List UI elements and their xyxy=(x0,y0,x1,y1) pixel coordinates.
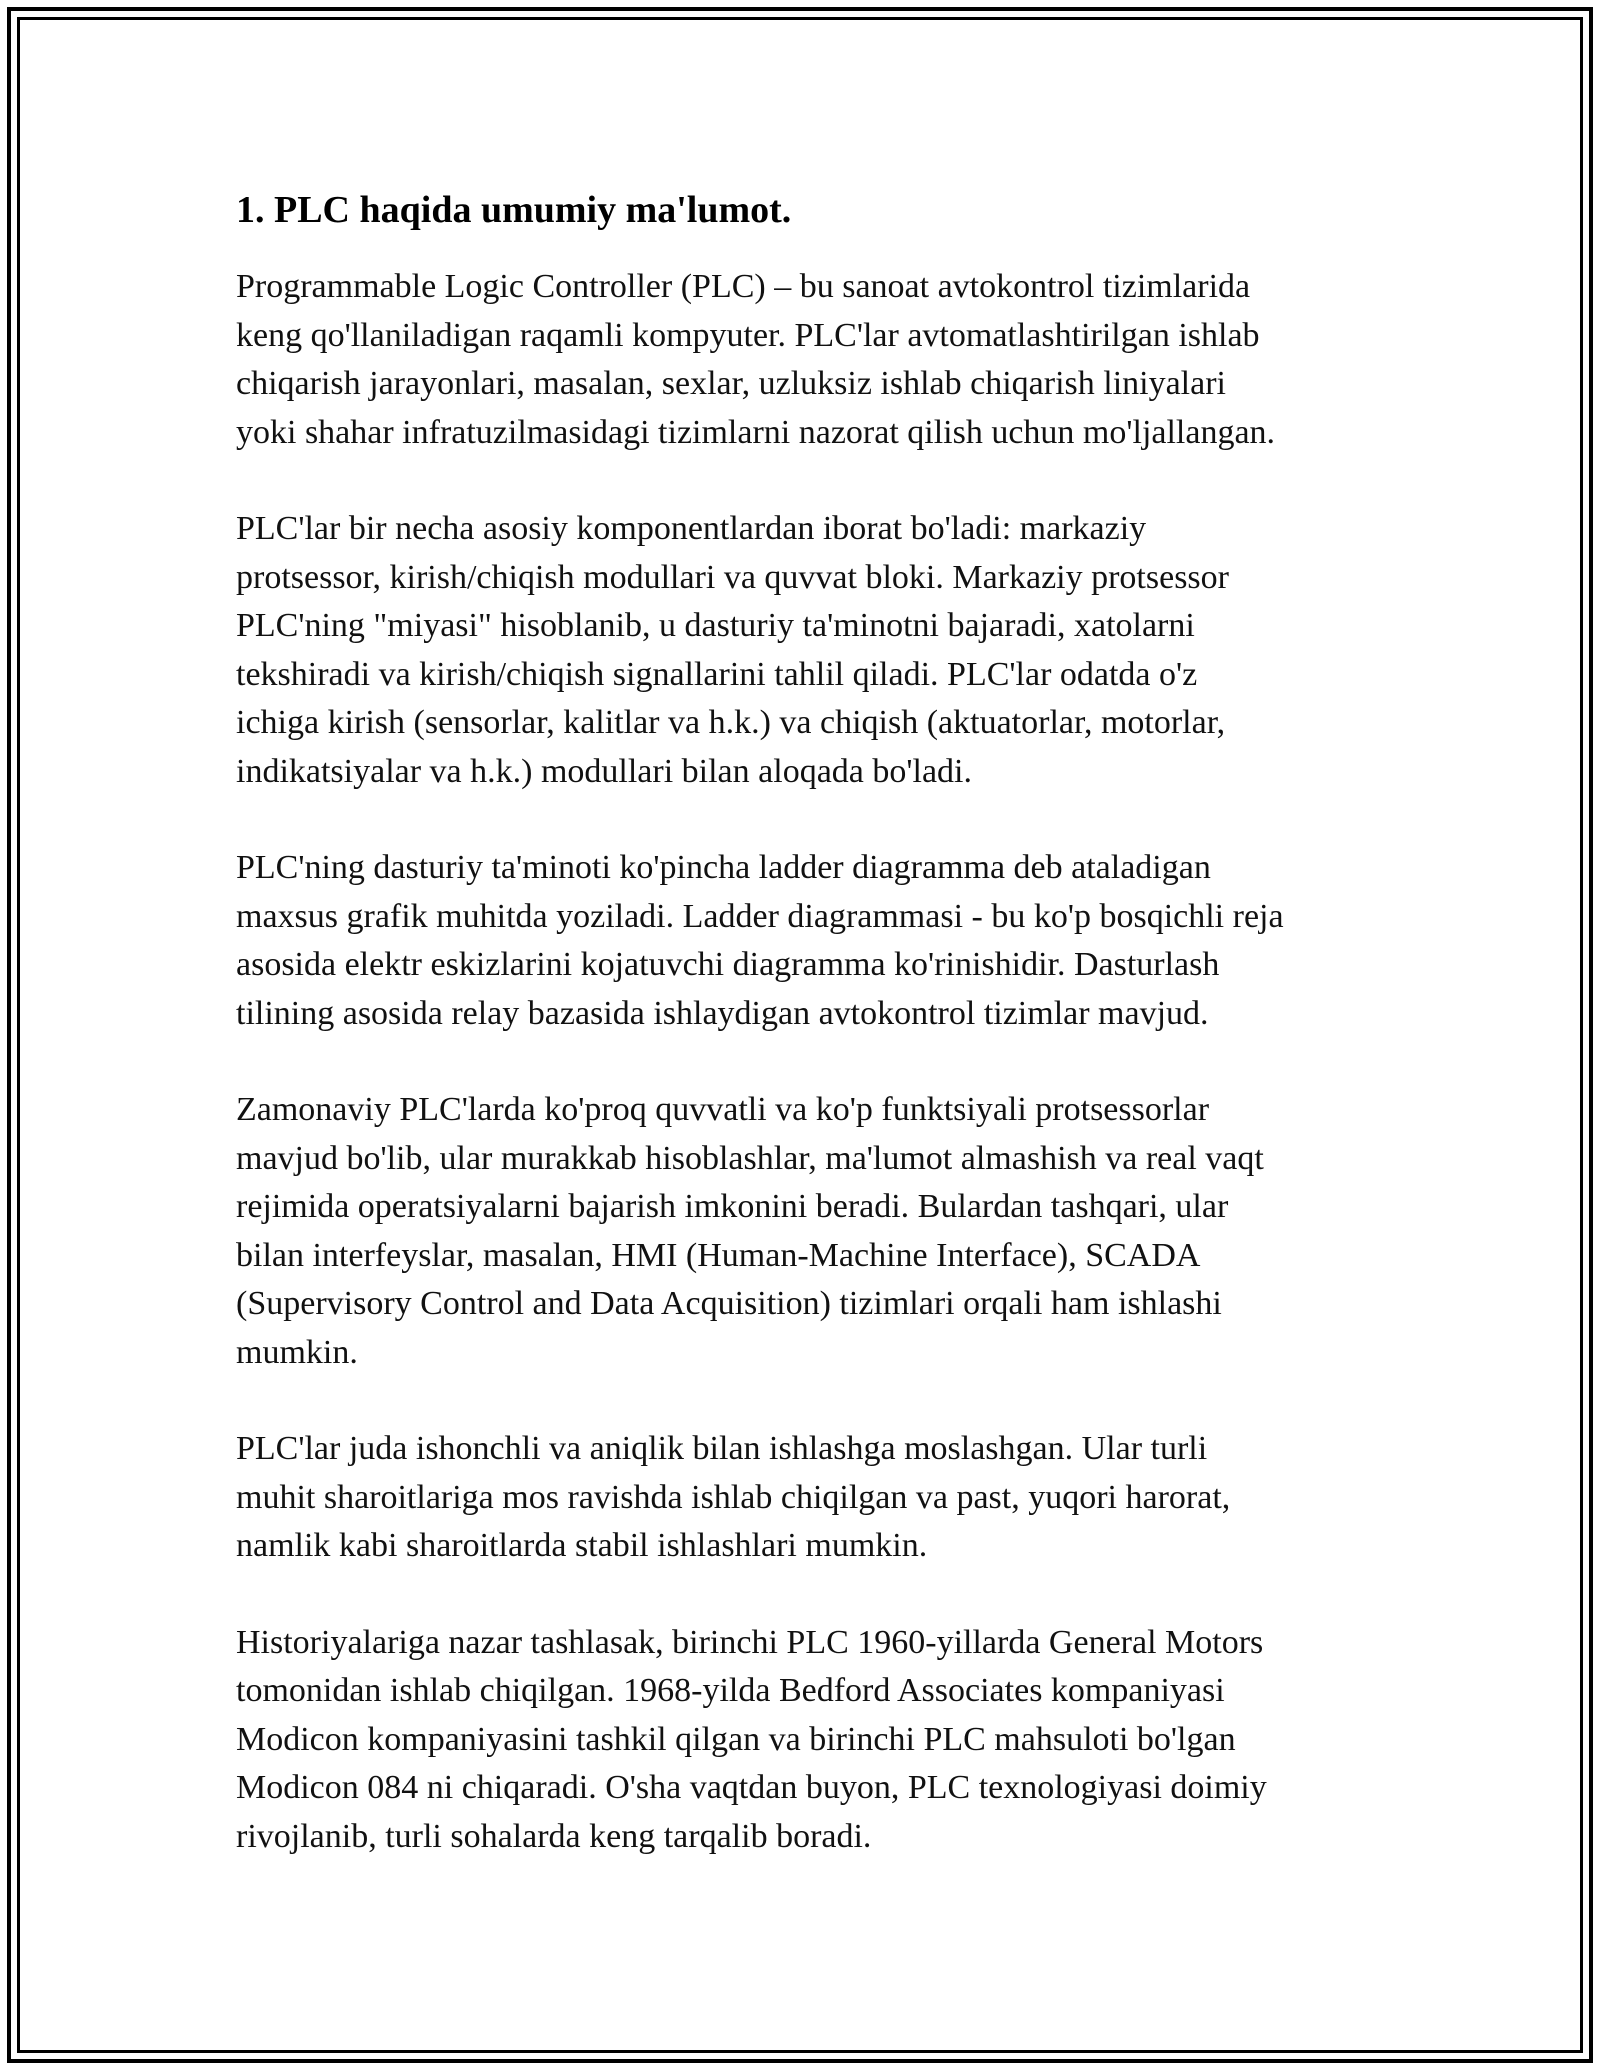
paragraph-history: Historiyalariga nazar tashlasak, birinchi PLC 1960-yillarda General Motors tomonidan ishlab chiqilgan. 1968-yilda Bedford Associates kompaniyasi Modicon kompaniyasini tashkil qilgan va birinchi PLC mahsuloti bo'lgan Modicon 084 ni chiqaradi. O'sha vaqtdan buyon, PLC texnologiyasi doimiy rivojlanib, turli sohalarda keng tarqalib boradi. xyxy=(236,1623,1267,1855)
paragraph-modern-plc: Zamonaviy PLC'larda ko'proq quvvatli va ko'p funktsiyali protsessorlar mavjud bo'lib, ular murakkab hisoblashlar, ma'lumot almashish va real vaqt rejimida operatsiyalarni bajarish imkonini beradi. Bulardan tashqari, ular bilan interfeyslar, masalan, HMI (Human-Machine Interface), SCADA (Supervisory Control and Data Acquisition) tizimlari orqali ham ishlashi mumkin. xyxy=(236,1091,1264,1371)
paragraph-plc-components: PLC'lar bir necha asosiy komponentlardan iborat bo'ladi: markaziy protsessor, kirish/chiqish modullari va quvvat bloki. Markaziy protsessor PLC'ning "miyasi" hisoblanib, u dasturiy ta'minotni bajaradi, xatolarni tekshiradi va kirish/chiqish signallarini tahlil qiladi. PLC'lar odatda o'z ichiga kirish (sensorlar, kalitlar va h.k.) va chiqish (aktuatorlar, motorlar, indikatsiyalar va h.k.) modullari bilan aloqada bo'ladi. xyxy=(236,510,1229,790)
document-body xyxy=(236,186,1386,1909)
paragraph-plc-definition: Programmable Logic Controller (PLC) – bu sanoat avtokontrol tizimlarida keng qo'llaniladigan raqamli kompyuter. PLC'lar avtomatlashtirilgan ishlab chiqarish jarayonlari, masalan, sexlar, uzluksiz ishlab chiqarish liniyalari yoki shahar infratuzilmasidagi tizimlarni nazorat qilish uchun mo'ljallangan. xyxy=(236,268,1276,451)
paragraph-ladder-diagram: PLC'ning dasturiy ta'minoti ko'pincha ladder diagramma deb ataladigan maxsus grafik muhitda yoziladi. Ladder diagrammasi - bu ko'p bosqichli reja asosida elektr eskizlarini kojatuvchi diagramma ko'rinishidir. Dasturlash tilining asosida relay bazasida ishlaydigan avtokontrol tizimlar mavjud. xyxy=(236,849,1284,1032)
paragraph-reliability: PLC'lar juda ishonchli va aniqlik bilan ishlashga moslashgan. Ular turli muhit sharoitlariga mos ravishda ishlab chiqilgan va past, yuqori harorat, namlik kabi sharoitlarda stabil ishlashlari mumkin. xyxy=(236,1430,1231,1564)
section-heading: 1. PLC haqida umumiy ma'lumot. xyxy=(236,189,792,231)
